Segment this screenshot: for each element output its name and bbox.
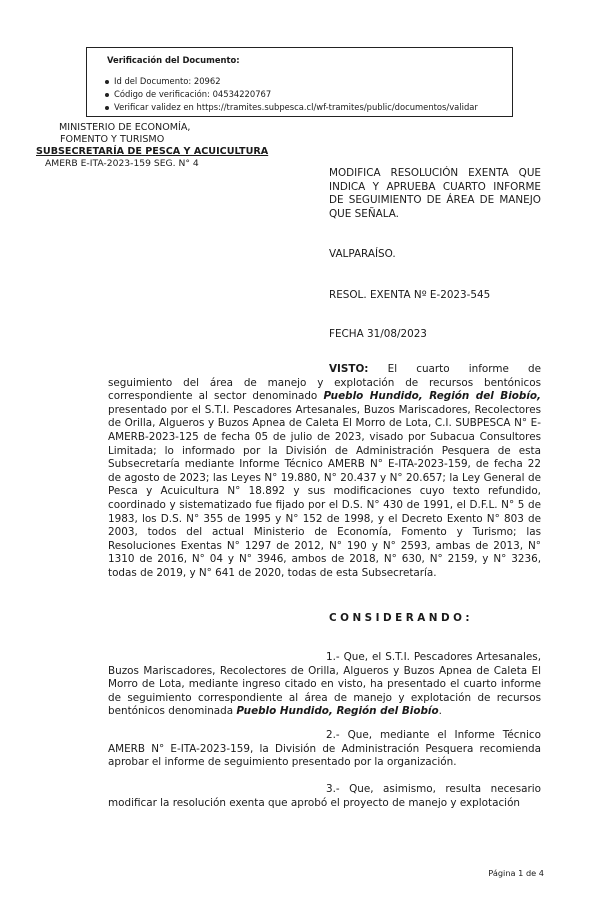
subsecretaria: SUBSECRETARÍA DE PESCA Y ACUICULTURA: [36, 146, 269, 157]
document-place: VALPARAÍSO.: [329, 248, 396, 260]
visto-label: VISTO:: [329, 363, 369, 375]
visto-paragraph: VISTO: El cuarto informe de seguimiento del área de manejo y explotación de recursos bentónicos correspondiente al sector denominado Pueblo Hundido, Región del Biobío, presentado por el S.T.I. Pescadores Artesanales, Buzos Mariscadores, Recolectores de Orilla, Algueros y Buzos Apnea de Caleta El Morro de Lota, C.I. SUBPESCA N° E-AMERB-2023-125 de fecha 05 de julio de 2023, visado por Subacua Consultores Limitada; lo informado por la División de Administración Pesquera de esta Subsecretaría mediante Informe Técnico AMERB N° E-ITA-2023-159, de fecha 22 de agosto de 2023; las Leyes N° 19.880, N° 20.437 y N° 20.657; la Ley General de Pesca y Acuicultura N° 18.892 y sus modificaciones cuyo texto refundido, coordinado y sistematizado fue fijado por el D.S. N° 430 de 1991, el D.F.L. N° 5 de 1983, los D.S. N° 355 de 1995 y N° 152 de 1998, y el Decreto Exento N° 803 de 2003, todos del actual Ministerio de Economía, Fomento y Turismo; las Resoluciones Exentas N° 1297 de 2012, N° 190 y N° 2593, ambas de 2013, N° 1310 de 2016, N° 04 y N° 3946, ambos de 2018, N° 630, N° 2159, y N° 3236, todas de 2019, y N° 641 de 2020, todas de esta Subsecretaría.: [108, 363, 541, 579]
considerando-heading: CONSIDERANDO:: [329, 612, 474, 624]
considerando-3: 3.- Que, asimismo, resulta necesario modificar la resolución exenta que aprobó el proyecto de manejo y explotación: [108, 783, 541, 809]
ministry-header: [36, 122, 268, 170]
bullet-icon: [105, 80, 109, 84]
document-title: MODIFICA RESOLUCIÓN EXENTA QUE INDICA Y APRUEBA CUARTO INFORME DE SEGUIMIENTO DE ÁREA DE MANEJO QUE SEÑALA.: [329, 167, 541, 220]
ministry-line1: MINISTERIO DE ECONOMÍA,: [59, 122, 191, 133]
considerando-1-place: Pueblo Hundido, Región del Biobío: [236, 705, 439, 718]
page-number: Página 1 de 4: [488, 868, 544, 878]
visto-place: Pueblo Hundido, Región del Biobío,: [323, 390, 541, 403]
verification-item: Id del Documento: 20962: [105, 75, 478, 88]
verification-item[interactable]: Verificar validez en https://tramites.subpesca.cl/wf-tramites/public/documentos/validar: [105, 101, 478, 114]
verification-list: [105, 75, 478, 114]
verification-item: Código de verificación: 04534220767: [105, 88, 478, 101]
ministry-line2: FOMENTO Y TURISMO: [60, 134, 165, 145]
resolution-number: RESOL. EXENTA Nº E-2023-545: [329, 289, 491, 301]
document-date: FECHA 31/08/2023: [329, 328, 427, 340]
bullet-icon: [105, 106, 109, 110]
considerando-2: 2.- Que, mediante el Informe Técnico AMERB N° E-ITA-2023-159, la División de Administración Pesquera recomienda aprobar el informe de seguimiento presentado por la organización.: [108, 729, 541, 769]
verification-box: [86, 47, 513, 117]
bullet-icon: [105, 93, 109, 97]
considerando-1: 1.- Que, el S.T.I. Pescadores Artesanales, Buzos Mariscadores, Recolectores de Orilla, Algueros y Buzos Apnea de Caleta El Morro de Lota, mediante ingreso citado en visto, ha presentado el cuarto informe de seguimiento correspondiente al área de manejo y explotación de recursos bentónicos denominada Pueblo Hundido, Región del Biobío.: [108, 651, 541, 718]
verification-title: Verificación del Documento:: [107, 55, 240, 65]
reference-code: AMERB E-ITA-2023-159 SEG. N° 4: [45, 158, 199, 169]
